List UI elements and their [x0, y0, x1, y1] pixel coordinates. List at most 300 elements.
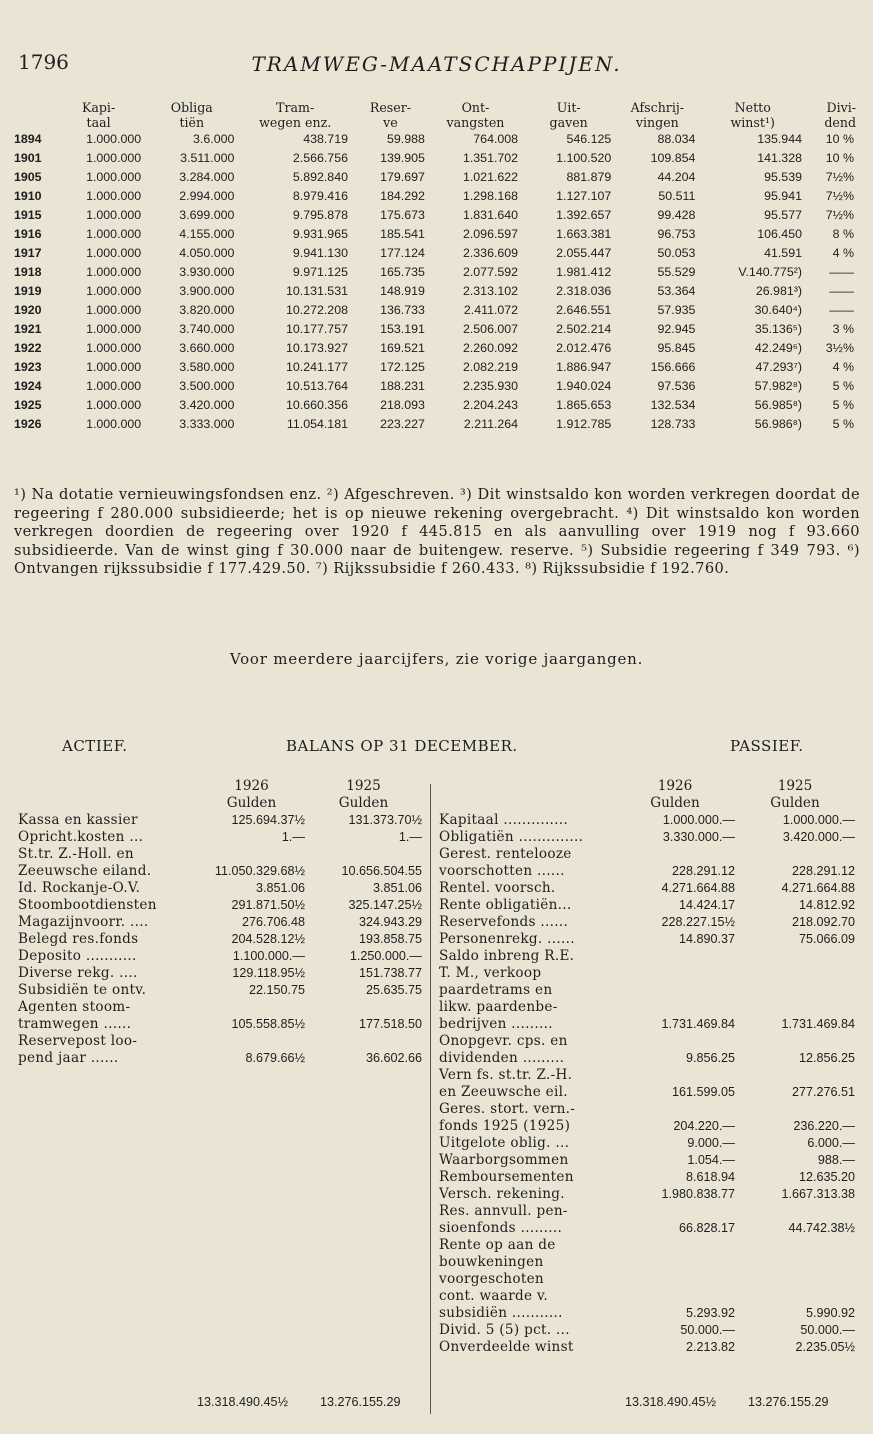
table-cell: 1.000.000 [86, 189, 142, 203]
table-cell: 3.660.000 [179, 341, 235, 355]
asset-label: Agenten stoom- [18, 999, 131, 1015]
year-cell: 1917 [14, 246, 42, 260]
liability-label: Remboursementen [439, 1169, 574, 1185]
asset-amount-1926: 11.050.329.68½ [214, 864, 305, 878]
table-cell: 95.845 [657, 341, 696, 355]
table-cell: 2.260.092 [462, 341, 519, 355]
liability-amount-1926: 5.293.92 [685, 1306, 735, 1320]
table-cell: 764.008 [473, 132, 519, 146]
assets-unit-1926: Gulden [226, 795, 277, 811]
table-cell: 99.428 [657, 208, 696, 222]
column-header [238, 100, 352, 130]
liability-label: paardetrams en [439, 982, 553, 998]
table-cell: 9.931.965 [292, 227, 348, 241]
asset-row [18, 965, 422, 982]
asset-amount-1925: 131.373.70½ [348, 813, 422, 827]
table-cell: 881.879 [566, 170, 612, 184]
table-cell: 128.733 [650, 417, 696, 431]
liability-label: Saldo inbreng R.E. [439, 948, 575, 964]
liability-amount-1925: 14.812.92 [798, 898, 855, 912]
liability-amount-1925: 75.066.09 [798, 932, 855, 946]
table-cell: 2.082.219 [462, 360, 519, 374]
liability-amount-1926: 1.731.469.84 [661, 1017, 735, 1031]
table-cell: 2.646.551 [556, 303, 612, 317]
liability-label: Kapitaal .............. [439, 812, 569, 828]
column-header-line1: Netto [734, 100, 771, 115]
table-row [14, 244, 856, 263]
liability-row [439, 1271, 855, 1288]
liability-amount-1926: 66.828.17 [678, 1221, 735, 1235]
liability-amount-1925 [735, 1033, 855, 1050]
asset-label: Stoombootdiensten [18, 897, 157, 913]
column-header [145, 100, 238, 130]
liability-label: Rente op aan de [439, 1237, 556, 1253]
asset-row [18, 914, 422, 931]
liability-label: bedrijven ......... [439, 1016, 553, 1032]
liability-label: Onverdeelde winst [439, 1339, 574, 1355]
statistics-table [14, 100, 856, 434]
liability-row [439, 1084, 855, 1101]
table-cell: 7½% [825, 208, 854, 222]
table-cell: 9.971.125 [292, 265, 348, 279]
asset-amount-1925: 1.250.000.— [349, 949, 422, 963]
liability-label: en Zeeuwsche eil. [439, 1084, 568, 1100]
asset-label: Reservepost loo- [18, 1033, 138, 1049]
liability-row [439, 1305, 855, 1322]
table-cell: 47.293⁷) [755, 360, 802, 374]
year-cell: 1894 [14, 132, 42, 146]
asset-label: St.tr. Z.-Holl. en [18, 846, 134, 862]
balance-liabilities-table [439, 778, 855, 1356]
table-cell: 1.000.000 [86, 227, 142, 241]
liability-label: Waarborgsommen [439, 1152, 569, 1168]
column-divider [430, 784, 431, 1414]
table-cell: 10.272.208 [285, 303, 348, 317]
column-header [14, 100, 52, 130]
table-cell: 3.284.000 [179, 170, 235, 184]
liability-amount-1925 [735, 1101, 855, 1118]
liability-amount-1926: 1.000.000.— [662, 813, 735, 827]
asset-label: Magazijnvoorr. .... [18, 914, 149, 930]
liability-amount-1925 [735, 1237, 855, 1254]
table-cell: 44.204 [657, 170, 696, 184]
table-cell: 1.000.000 [86, 417, 142, 431]
liabilities-unit-1925: Gulden [770, 795, 820, 811]
asset-amount-1926: 1.— [281, 830, 305, 844]
assets-total-1925: 13.276.155.29 [320, 1395, 401, 1409]
table-cell: 96.753 [657, 227, 696, 241]
table-cell: 2.313.102 [462, 284, 519, 298]
table-cell: 4.050.000 [179, 246, 235, 260]
table-cell: 148.919 [380, 284, 425, 298]
asset-label: Id. Rockanje-O.V. [18, 880, 141, 896]
asset-amount-1926: 3.851.06 [255, 881, 305, 895]
asset-label: Subsidiën te ontv. [18, 982, 147, 998]
column-header [615, 100, 699, 130]
liability-row [439, 1067, 855, 1084]
table-cell: 50.511 [658, 189, 696, 203]
table-cell: 56.985⁸) [754, 398, 802, 412]
passief-heading: PASSIEF. [730, 737, 804, 755]
table-cell: 223.227 [380, 417, 425, 431]
liability-row [439, 1186, 855, 1203]
table-row [14, 339, 856, 358]
asset-amount-1925: 1.— [398, 830, 422, 844]
liability-label: subsidiën ........... [439, 1305, 563, 1321]
table-cell: 4.155.000 [179, 227, 235, 241]
asset-label: Opricht.kosten ... [18, 829, 144, 845]
liability-label: dividenden ......... [439, 1050, 565, 1066]
liability-amount-1925: 1.731.469.84 [781, 1017, 855, 1031]
liability-row [439, 1050, 855, 1067]
liability-amount-1925 [735, 982, 855, 999]
table-cell: 177.124 [380, 246, 425, 260]
column-header-line1: Reser- [369, 100, 411, 115]
table-cell: 132.534 [650, 398, 696, 412]
liability-amount-1925: 4.271.664.88 [781, 881, 855, 895]
table-cell: 92.945 [657, 322, 696, 336]
table-cell: 546.125 [566, 132, 612, 146]
table-cell: 7½% [825, 189, 854, 203]
actief-heading: ACTIEF. [62, 737, 128, 755]
asset-amount-1925: 325.147.25½ [348, 898, 422, 912]
table-cell: 1.000.000 [86, 341, 142, 355]
asset-amount-1925: 25.635.75 [365, 983, 422, 997]
liability-row [439, 1169, 855, 1186]
table-cell: 109.854 [650, 151, 696, 165]
liability-row [439, 880, 855, 897]
asset-amount-1926: 8.679.66½ [245, 1051, 305, 1065]
asset-amount-1925 [305, 846, 422, 863]
table-row [14, 263, 856, 282]
table-cell: 5 % [832, 379, 854, 393]
table-row [14, 396, 856, 415]
table-cell: 35.136⁵) [754, 322, 802, 336]
asset-amount-1925: 324.943.29 [358, 915, 422, 929]
table-cell: 1.663.381 [556, 227, 612, 241]
table-cell: 2.012.476 [556, 341, 612, 355]
liability-amount-1926 [615, 948, 735, 965]
table-cell: 26.981³) [755, 284, 802, 298]
table-cell: 2.211.264 [463, 417, 519, 431]
column-header-line2: wegen enz. [259, 115, 332, 130]
table-cell: 2.566.756 [292, 151, 348, 165]
asset-label: Deposito ........... [18, 948, 137, 964]
assets-unit-1925: Gulden [338, 795, 389, 811]
table-row [14, 358, 856, 377]
liability-amount-1926: 2.213.82 [685, 1340, 735, 1354]
asset-row [18, 999, 422, 1016]
table-cell: 1.981.412 [556, 265, 612, 279]
table-cell: 41.591 [764, 246, 802, 260]
liability-amount-1925 [735, 965, 855, 982]
table-cell: 136.733 [380, 303, 425, 317]
table-header-row [14, 100, 856, 130]
asset-amount-1926: 125.694.37½ [231, 813, 305, 827]
liability-row [439, 897, 855, 914]
liability-label: Versch. rekening. [439, 1186, 565, 1202]
table-cell: V.140.775²) [738, 265, 802, 279]
table-cell: 1.298.168 [462, 189, 519, 203]
table-cell: 3.420.000 [179, 398, 235, 412]
table-cell: 56.986⁸) [754, 417, 802, 431]
liability-row [439, 812, 855, 829]
asset-label: Belegd res.fonds [18, 931, 139, 947]
liability-amount-1925: 1.000.000.— [782, 813, 855, 827]
column-header-line1: Divi- [826, 100, 856, 115]
asset-row [18, 1050, 422, 1067]
table-cell: 1.000.000 [86, 170, 142, 184]
year-cell: 1923 [14, 360, 42, 374]
column-header [429, 100, 522, 130]
asset-amount-1925: 193.858.75 [358, 932, 422, 946]
table-cell: —— [829, 284, 854, 298]
liability-amount-1926: 4.271.664.88 [661, 881, 735, 895]
table-cell: 10.177.757 [285, 322, 348, 336]
table-cell: 88.034 [657, 132, 696, 146]
liability-amount-1925 [735, 1254, 855, 1271]
asset-amount-1925 [305, 1033, 422, 1050]
liability-amount-1925: 2.235.05½ [795, 1340, 855, 1354]
column-header [522, 100, 615, 130]
asset-row [18, 880, 422, 897]
table-cell: 95.539 [764, 170, 802, 184]
table-cell: 10.131.531 [285, 284, 348, 298]
liability-amount-1925: 236.220.— [793, 1119, 855, 1133]
asset-amount-1926 [198, 846, 305, 863]
liability-label: Uitgelote oblig. ... [439, 1135, 570, 1151]
table-cell: 1.940.024 [556, 379, 612, 393]
column-header [806, 100, 856, 130]
table-cell: 10.241.177 [285, 360, 348, 374]
column-header-line2: dend [824, 115, 856, 130]
table-cell: 1.886.947 [556, 360, 612, 374]
table-cell: 1.000.000 [86, 398, 142, 412]
liability-row [439, 1322, 855, 1339]
year-cell: 1925 [14, 398, 42, 412]
year-cell: 1916 [14, 227, 42, 241]
liability-amount-1926: 8.618.94 [685, 1170, 735, 1184]
table-cell: 1.000.000 [86, 322, 142, 336]
table-cell: 4 % [832, 360, 854, 374]
liability-label: sioenfonds ......... [439, 1220, 563, 1236]
liability-amount-1926 [615, 1033, 735, 1050]
liability-amount-1926 [615, 846, 735, 863]
assets-year-1925: 1925 [346, 778, 381, 794]
liability-label: Personenrekg. ...... [439, 931, 575, 947]
table-row [14, 377, 856, 396]
liability-row [439, 1254, 855, 1271]
liability-row [439, 1101, 855, 1118]
table-row [14, 149, 856, 168]
column-header-line2: vangsten [446, 115, 505, 130]
table-cell: 172.125 [380, 360, 425, 374]
assets-unit-row [18, 795, 422, 812]
liability-amount-1926: 14.890.37 [678, 932, 735, 946]
table-row [14, 415, 856, 434]
liability-label: Rentel. voorsch. [439, 880, 556, 896]
liabilities-year-row [439, 778, 855, 795]
liability-amount-1925: 218.092.70 [791, 915, 855, 929]
table-cell: 4 % [832, 246, 854, 260]
balance-assets-table [18, 778, 422, 1067]
table-cell: 1.351.702 [462, 151, 519, 165]
liability-row [439, 829, 855, 846]
liabilities-year-1925: 1925 [777, 778, 813, 794]
table-cell: 1.392.657 [556, 208, 612, 222]
asset-amount-1926: 204.528.12½ [231, 932, 305, 946]
table-cell: 1.000.000 [86, 246, 142, 260]
column-header-line2: tiën [179, 115, 205, 130]
column-header-line1: Tram- [276, 100, 315, 115]
table-cell: 3.511.000 [180, 151, 235, 165]
asset-label: pend jaar ...... [18, 1050, 119, 1066]
table-cell: —— [829, 303, 854, 317]
year-cell: 1918 [14, 265, 42, 279]
table-cell: 1.000.000 [86, 208, 142, 222]
table-cell: 1.021.622 [462, 170, 519, 184]
column-header-line2: gaven [549, 115, 588, 130]
table-cell: 1.000.000 [86, 265, 142, 279]
table-cell: 135.944 [757, 132, 802, 146]
year-cell: 1905 [14, 170, 42, 184]
liability-row [439, 1033, 855, 1050]
liability-amount-1925 [735, 1203, 855, 1220]
liability-label: likw. paardenbe- [439, 999, 558, 1015]
liability-row [439, 931, 855, 948]
table-cell: 3.333.000 [179, 417, 235, 431]
table-cell: 165.735 [380, 265, 425, 279]
table-cell: 2.502.214 [556, 322, 612, 336]
liability-label: Gerest. rentelooze [439, 846, 572, 862]
liability-amount-1926 [615, 1254, 735, 1271]
table-cell: 95.577 [764, 208, 802, 222]
liability-amount-1926 [615, 1288, 735, 1305]
table-cell: 106.450 [757, 227, 802, 241]
liability-label: Reservefonds ...... [439, 914, 569, 930]
asset-amount-1926 [198, 999, 305, 1016]
year-cell: 1910 [14, 189, 42, 203]
liability-amount-1925: 50.000.— [800, 1323, 855, 1337]
page-number: 1796 [18, 50, 69, 74]
column-header [699, 100, 806, 130]
asset-amount-1926: 276.706.48 [241, 915, 305, 929]
table-cell: 1.000.000 [86, 379, 142, 393]
liability-amount-1926 [615, 965, 735, 982]
asset-amount-1926: 129.118.95½ [232, 966, 305, 980]
asset-amount-1926: 291.871.50½ [231, 898, 305, 912]
liability-row [439, 948, 855, 965]
liability-amount-1926 [615, 1271, 735, 1288]
table-cell: 2.411.072 [463, 303, 519, 317]
table-cell: 175.673 [380, 208, 425, 222]
liabilities-total-1926: 13.318.490.45½ [625, 1395, 717, 1409]
liability-amount-1925 [735, 1288, 855, 1305]
liability-row [439, 863, 855, 880]
table-cell: 42.249⁶) [754, 341, 802, 355]
asset-amount-1926: 22.150.75 [248, 983, 305, 997]
liability-amount-1926 [615, 1237, 735, 1254]
table-row [14, 282, 856, 301]
liability-label: Onopgevr. cps. en [439, 1033, 568, 1049]
liability-row [439, 965, 855, 982]
more-figures-note: Voor meerdere jaarcijfers, zie vorige jaargangen. [229, 650, 644, 668]
liability-amount-1926: 204.220.— [673, 1119, 735, 1133]
table-cell: 3.820.000 [179, 303, 235, 317]
liability-label: Vern fs. st.tr. Z.-H. [439, 1067, 573, 1083]
table-cell: 9.795.878 [292, 208, 348, 222]
table-cell: 50.053 [657, 246, 696, 260]
table-cell: 57.935 [657, 303, 696, 317]
table-cell: 10.173.927 [285, 341, 348, 355]
asset-row [18, 1016, 422, 1033]
running-title: TRAMWEG-MAATSCHAPPIJEN. [251, 52, 622, 76]
table-row [14, 168, 856, 187]
liability-amount-1925 [735, 999, 855, 1016]
liability-row [439, 914, 855, 931]
column-header [52, 100, 145, 130]
table-cell: 2.506.007 [462, 322, 519, 336]
liability-label: voorschotten ...... [439, 863, 565, 879]
table-cell: 2.077.592 [462, 265, 519, 279]
liability-amount-1926 [615, 1101, 735, 1118]
column-header-line1: Obliga [170, 100, 213, 115]
column-header-line2: taal [86, 115, 111, 130]
table-cell: 1.100.520 [556, 151, 612, 165]
table-cell: 10 % [825, 151, 854, 165]
table-row [14, 206, 856, 225]
table-cell: 2.204.243 [462, 398, 519, 412]
liability-amount-1925 [735, 1271, 855, 1288]
table-cell: 57.982⁸) [754, 379, 802, 393]
asset-amount-1926 [198, 1033, 305, 1050]
liability-amount-1925: 44.742.38½ [788, 1221, 855, 1235]
liability-label: Geres. stort. vern.- [439, 1101, 576, 1117]
asset-row [18, 948, 422, 965]
liability-amount-1925 [735, 1067, 855, 1084]
liability-label: bouwkeningen [439, 1254, 544, 1270]
liability-label: Obligatiën .............. [439, 829, 584, 845]
liability-amount-1925: 12.856.25 [798, 1051, 855, 1065]
table-cell: 95.941 [764, 189, 802, 203]
table-cell: 53.364 [657, 284, 696, 298]
table-cell: 169.521 [380, 341, 425, 355]
liability-amount-1926: 9.000.— [687, 1136, 735, 1150]
table-cell: 3.900.000 [179, 284, 235, 298]
table-cell: 2.318.036 [556, 284, 612, 298]
asset-amount-1925: 151.738.77 [358, 966, 422, 980]
asset-row [18, 846, 422, 863]
column-header-line2: vingen [635, 115, 679, 130]
liability-amount-1925: 3.420.000.— [782, 830, 855, 844]
table-cell: 1.000.000 [86, 284, 142, 298]
liability-label: Divid. 5 (5) pct. ... [439, 1322, 570, 1338]
balance-title: BALANS OP 31 DECEMBER. [286, 737, 518, 755]
liability-amount-1926 [615, 1067, 735, 1084]
table-cell: 2.055.447 [556, 246, 612, 260]
liabilities-unit-1926: Gulden [650, 795, 700, 811]
asset-row [18, 931, 422, 948]
asset-amount-1925 [305, 999, 422, 1016]
asset-amount-1925: 3.851.06 [372, 881, 422, 895]
table-cell: 55.529 [657, 265, 696, 279]
year-cell: 1926 [14, 417, 42, 431]
table-cell: 1.831.640 [462, 208, 519, 222]
liability-row [439, 1203, 855, 1220]
liability-row [439, 1135, 855, 1152]
liability-amount-1926: 9.856.25 [685, 1051, 735, 1065]
assets-year-row [18, 778, 422, 795]
